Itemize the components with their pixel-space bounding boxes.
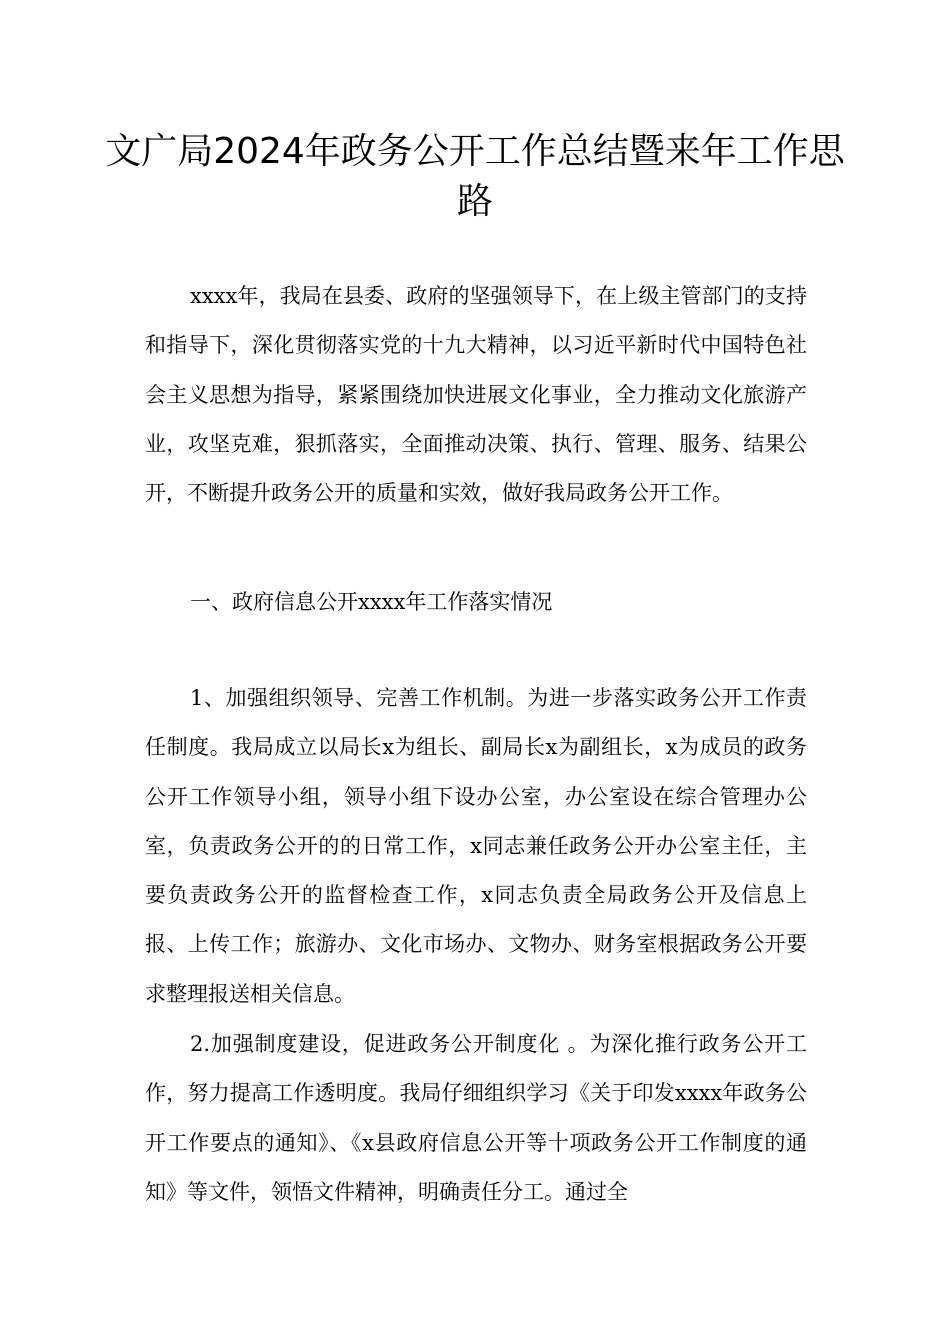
section-heading: 一、政府信息公开xxxx年工作落实情况 <box>190 590 553 614</box>
document-title: 文广局2024年政务公开工作总结暨来年工作思路 <box>105 131 845 222</box>
body-paragraph-item-2: 2.加强制度建设，促进政务公开制度化 。为深化推行政务公开工作，努力提高工作透明度。我局仔细组织学习《关于印发xxxx年政务公开工作要点的通知》、《x县政府信息公开等十项政务公开工作制度的通知》等文件，领悟文件精神，明确责任分工。通过全 <box>145 1032 807 1204</box>
intro-paragraph: xxxx年，我局在县委、政府的坚强领导下，在上级主管部门的支持和指导下，深化贯彻落实党的十九大精神，以习近平新时代中国特色社会主义思想为指导，紧紧围绕加快进展文化事业，全力推动文化旅游产业，攻坚克难，狠抓落实，全面推动决策、执行、管理、服务、结果公开，不断提升政务公开的质量和实效，做好我局政务公开工作。 <box>145 284 807 506</box>
body-paragraph-item-1: 1、加强组织领导、完善工作机制。为进一步落实政务公开工作责任制度。我局成立以局长x为组长、副局长x为副组长，x为成员的政务公开工作领导小组，领导小组下设办公室，办公室设在综合管理办公室，负责政务公开的的日常工作，x同志兼任政务公开办公室主任，主要负责政务公开的监督检查工作，x同志负责全局政务公开及信息上报、上传工作；旅游办、文化市场办、文物办、财务室根据政务公开要求整理报送相关信息。 <box>145 686 807 1006</box>
